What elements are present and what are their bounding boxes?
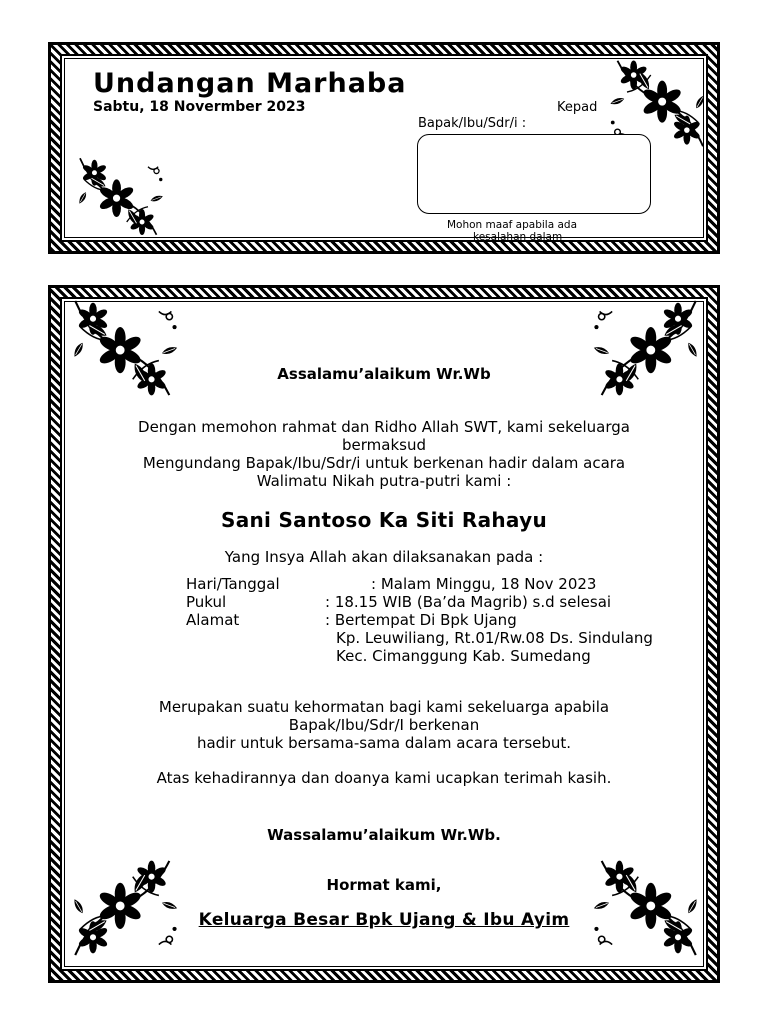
floral-ornament-bottom-right [586,853,701,963]
kepada-label: Kepad [557,100,598,115]
place-label: Alamat [186,611,240,629]
intro-line-4: Walimatu Nikah putra-putri kami : [256,472,512,490]
intro-line-2: bermaksud [342,436,426,454]
regards: Hormat kami, [326,876,442,894]
intro-line-3: Mengundang Bapak/Ibu/Sdr/i untuk berkenan hadir dalam acara [142,454,626,472]
apology-note-2: kesalahan dalam [473,231,563,243]
floral-ornament-bottom-left [70,154,175,239]
floral-ornament-bottom-left [70,853,185,963]
closing-line-2: Bapak/Ibu/Sdr/I berkenan [288,716,480,734]
invitation-title: Undangan Marhaba [93,68,407,99]
day-label: Hari/Tanggal [186,575,280,593]
closing-line-3: hadir untuk bersama-sama dalam acara tersebut. [196,734,572,752]
recipient-label: Bapak/Ibu/Sdr/i : [418,116,527,131]
floral-ornament-top-left [70,293,185,403]
invitation-card [48,285,720,983]
place-line-3: Kec. Cimanggung Kab. Sumedang [336,647,591,665]
couple-names: Sani Santoso Ka Siti Rahayu [221,508,547,532]
event-date: Sabtu, 18 Novermber 2023 [93,99,306,115]
family-signature: Keluarga Besar Bpk Ujang & Ibu Ayim [198,910,570,930]
intro-line-1: Dengan memohon rahmat dan Ridho Allah SWT, kami sekeluarga [138,418,630,436]
floral-ornament-top-right [586,293,701,403]
header-card [48,42,720,254]
time-label: Pukul [186,593,227,611]
greeting: Assalamu’alaikum Wr.Wb [277,365,491,383]
place-line-2: Kp. Leuwiliang, Rt.01/Rw.08 Ds. Sindulang [336,629,653,647]
day-value: : Malam Minggu, 18 Nov 2023 [371,575,597,593]
apology-note: Mohon maaf apabila ada [447,219,578,231]
place-value: : Bertempat Di Bpk Ujang [325,611,517,629]
thanks-text: Atas kehadirannya dan doanya kami ucapkan terimah kasih. [156,769,612,787]
farewell: Wassalamu’alaikum Wr.Wb. [267,826,501,844]
time-value: : 18.15 WIB (Ba’da Magrib) s.d selesai [325,593,612,611]
closing-line-1: Merupakan suatu kehormatan bagi kami sekeluarga apabila [158,698,610,716]
recipient-address-box [417,134,651,214]
schedule-intro: Yang Insya Allah akan dilaksanakan pada : [224,548,544,566]
